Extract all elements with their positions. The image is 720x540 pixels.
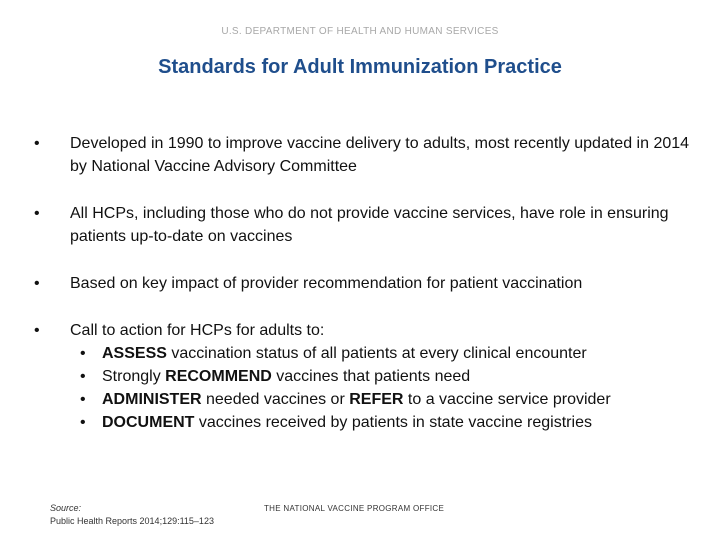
sub-item-text: vaccines received by patients in state vaccine registries bbox=[194, 414, 592, 431]
sub-item-text-tail: to a vaccine service provider bbox=[403, 391, 611, 408]
bullet-text: All HCPs, including those who do not provide vaccine services, have role in ensuring patients up-to-date on vaccines bbox=[70, 205, 669, 245]
bullet-marker: • bbox=[34, 322, 40, 339]
bullet-item-key-impact bbox=[34, 272, 694, 295]
keyword-refer: REFER bbox=[349, 391, 404, 408]
sub-item-administer bbox=[70, 388, 694, 411]
keyword-document: DOCUMENT bbox=[102, 414, 195, 431]
footer-office-name: THE NATIONAL VACCINE PROGRAM OFFICE bbox=[264, 504, 445, 513]
bullet-marker: • bbox=[34, 135, 40, 152]
bullet-marker: • bbox=[34, 205, 40, 222]
slide-title: Standards for Adult Immunization Practice bbox=[158, 56, 562, 78]
bullet-item-call-to-action bbox=[34, 319, 694, 434]
bullet-list bbox=[34, 132, 694, 458]
sub-item-text: vaccines that patients need bbox=[271, 368, 471, 385]
bullet-text: Call to action for HCPs for adults to: bbox=[70, 322, 325, 339]
bullet-text: Developed in 1990 to improve vaccine delivery to adults, most recently updated in 2014 by National Vaccine Advisory Committee bbox=[70, 135, 690, 175]
bullet-item-hcps-role bbox=[34, 202, 694, 248]
bullet-marker: • bbox=[34, 275, 40, 292]
keyword-administer: ADMINISTER bbox=[102, 391, 202, 408]
bullet-text: Based on key impact of provider recommendation for patient vaccination bbox=[70, 275, 583, 292]
sub-item-text: needed vaccines or bbox=[201, 391, 350, 408]
sub-bullet-marker: • bbox=[80, 345, 86, 362]
call-to-action-sublist bbox=[70, 342, 694, 434]
sub-item-assess bbox=[70, 342, 694, 365]
sub-bullet-marker: • bbox=[80, 391, 86, 408]
source-citation: Public Health Reports 2014;129:115–123 bbox=[50, 516, 214, 526]
sub-item-document bbox=[70, 411, 694, 434]
source-label: Source: bbox=[50, 503, 82, 513]
sub-item-prefix: Strongly bbox=[102, 368, 166, 385]
department-header: U.S. DEPARTMENT OF HEALTH AND HUMAN SERVICES bbox=[221, 26, 499, 37]
bullet-item-history bbox=[34, 132, 694, 178]
sub-item-text: vaccination status of all patients at every clinical encounter bbox=[166, 345, 587, 362]
sub-bullet-marker: • bbox=[80, 368, 86, 385]
sub-bullet-marker: • bbox=[80, 414, 86, 431]
keyword-assess: ASSESS bbox=[102, 345, 167, 362]
keyword-recommend: RECOMMEND bbox=[165, 368, 272, 385]
sub-item-recommend bbox=[70, 365, 694, 388]
